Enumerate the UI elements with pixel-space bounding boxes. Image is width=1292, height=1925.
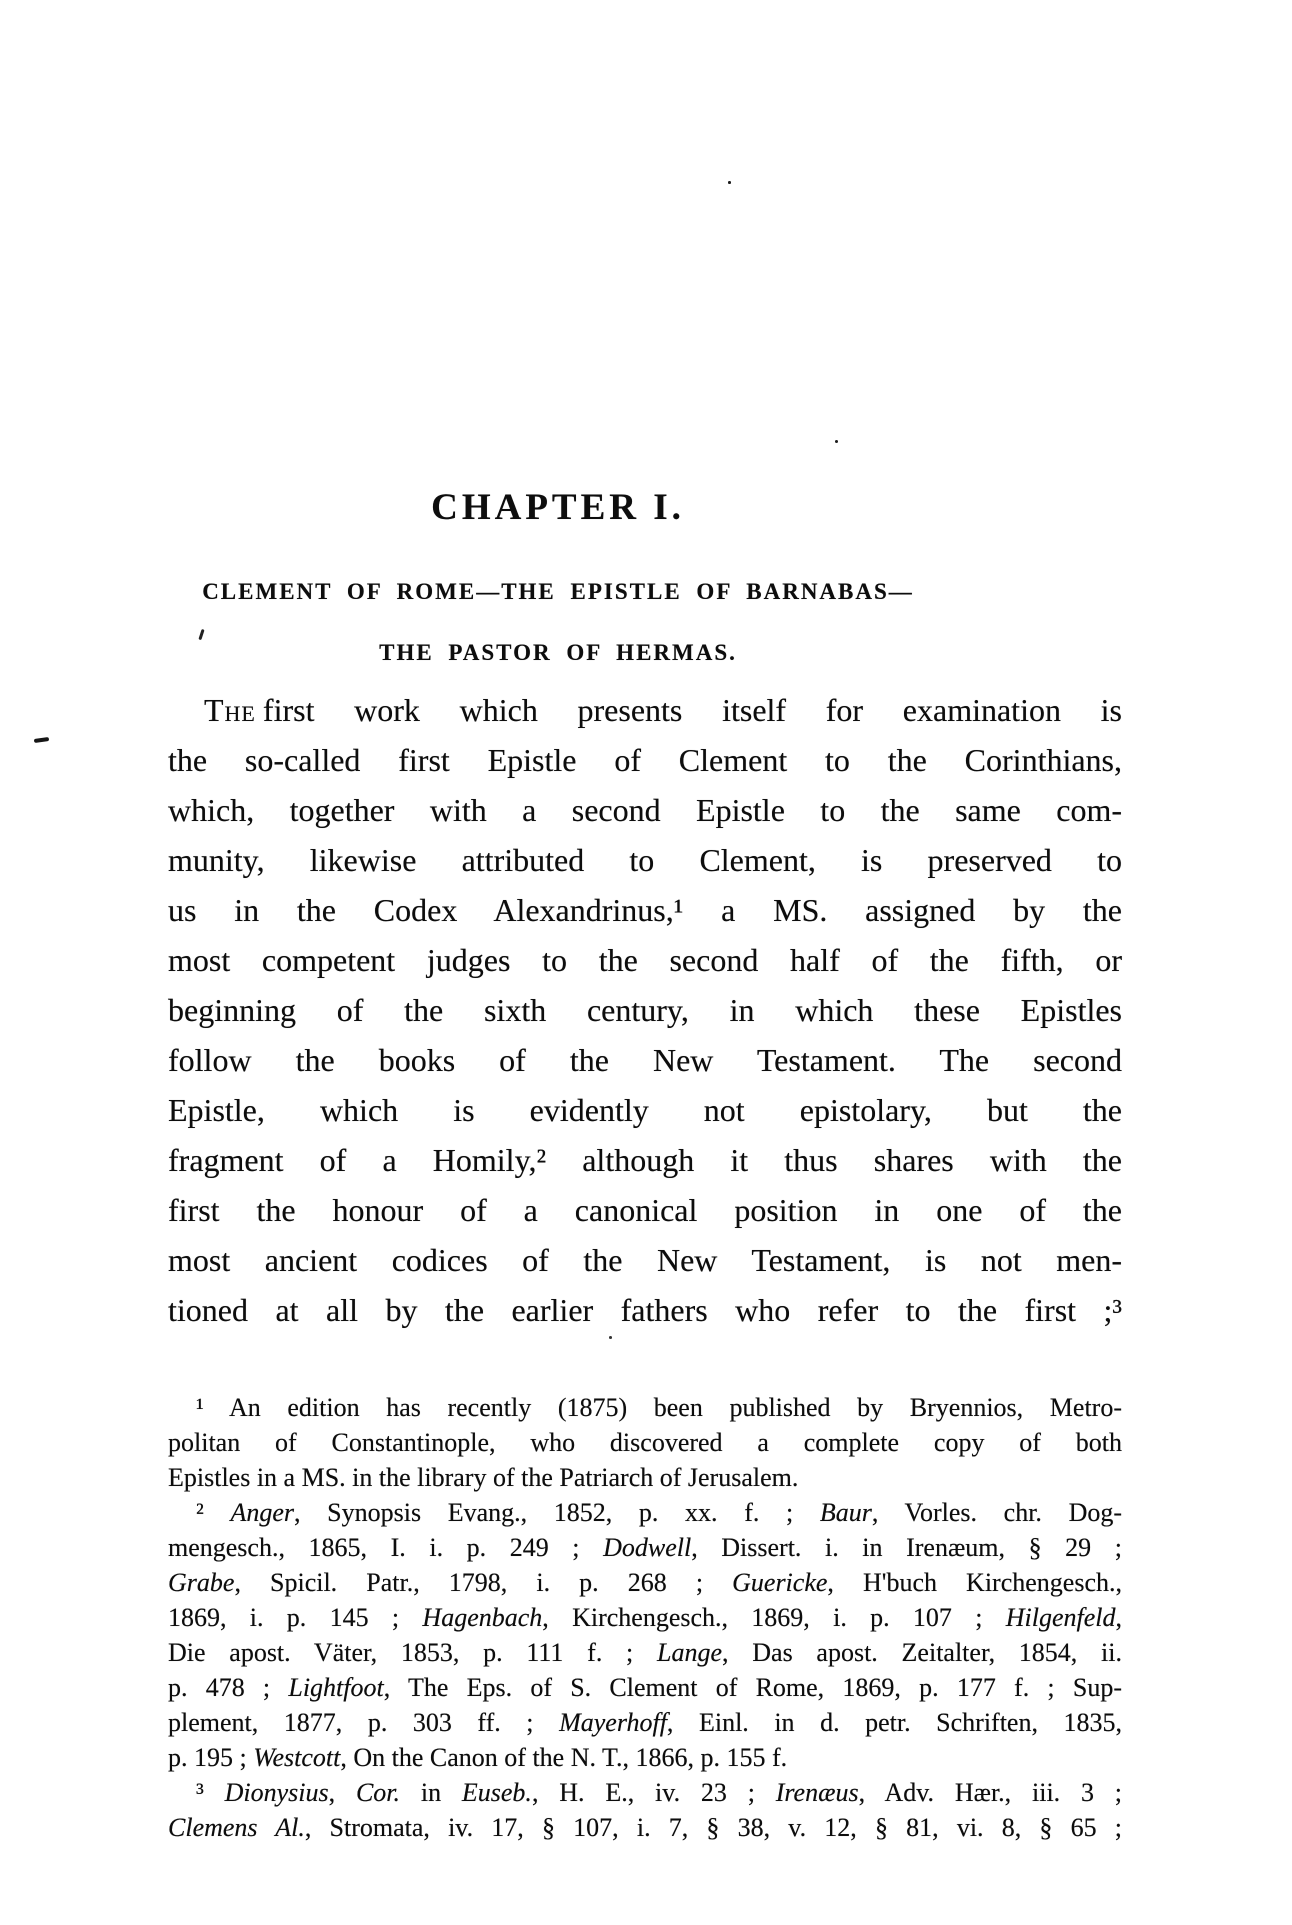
scan-artifact-dot — [609, 1336, 612, 1339]
scan-artifact-dot — [835, 440, 838, 443]
body-line: beginning of the sixth century, in which these Epistles — [168, 992, 1122, 1028]
footnote-line — [168, 1635, 1122, 1670]
footnote-line — [168, 1565, 1122, 1600]
footnote-text: , Kirchengesch., 1869, i. p. 107 ; — [542, 1603, 1006, 1632]
body-line: munity, likewise attributed to Clement, is preserved to — [168, 842, 1122, 878]
footnote-text: ¹ An edition has recently (1875) been published by Bryennios, Metro- — [196, 1393, 1122, 1422]
footnote-text: mengesch., 1865, I. i. p. 249 ; — [168, 1533, 604, 1562]
body-line-text: first work which presents itself for examination is — [262, 692, 1122, 728]
footnote-author-italic: Westcott — [253, 1743, 341, 1772]
body-line: the so-called first Epistle of Clement to the Corinthians, — [168, 742, 1122, 778]
body-line: which, together with a second Epistle to the same com- — [168, 792, 1122, 828]
footnote-text: , Das apost. Zeitalter, 1854, ii. — [722, 1638, 1122, 1667]
body-paragraph — [168, 685, 1122, 1335]
footnote-text: 1869, i. p. 145 ; — [168, 1603, 423, 1632]
footnote-author-italic: Dionysius — [224, 1778, 329, 1807]
footnote-author-italic: Hilgenfeld — [1005, 1603, 1116, 1632]
chapter-subtitle-line-1: CLEMENT OF ROME—THE EPISTLE OF BARNABAS— — [202, 579, 914, 604]
footnote-author-italic: Dodwell — [603, 1533, 692, 1562]
footnote-text: in — [400, 1778, 462, 1807]
footnote-author-italic: Euseb. — [461, 1778, 532, 1807]
body-line: follow the books of the New Testament. The second — [168, 1042, 1122, 1078]
footnote-line — [168, 1810, 1122, 1845]
footnote-line — [168, 1390, 1122, 1425]
body-line: Epistle, which is evidently not epistolary, but the — [168, 1092, 1122, 1128]
footnote-line — [168, 1775, 1122, 1810]
footnote-author-italic: Clemens Al. — [168, 1813, 305, 1842]
footnote-text: ² — [196, 1498, 231, 1527]
chapter-subtitle-line-2: THE PASTOR OF HERMAS. — [379, 640, 737, 665]
footnote-text: , The Eps. of S. Clement of Rome, 1869, p. 177 f. ; Sup- — [383, 1673, 1122, 1702]
body-line: tioned at all by the earlier fathers who refer to the first ;³ — [168, 1292, 1122, 1328]
footnote-text: , Stromata, iv. 17, § 107, i. 7, § 38, v. 12, § 81, vi. 8, § 65 ; — [304, 1813, 1122, 1842]
footnote-text: plement, 1877, p. 303 ff. ; — [168, 1708, 560, 1737]
footnote-text: politan of Constantinople, who discovered a complete copy of both — [168, 1428, 1122, 1457]
footnote-text: , H. E., iv. 23 ; — [531, 1778, 776, 1807]
footnote-text: Epistles in a MS. in the library of the Patriarch of Jerusalem. — [168, 1463, 799, 1492]
footnote-text: , Dissert. i. in Irenæum, § 29 ; — [691, 1533, 1122, 1562]
footnote-text: , On the Canon of the N. T., 1866, p. 155 f. — [340, 1743, 788, 1772]
footnote-line — [168, 1705, 1122, 1740]
footnote-text: , Adv. Hær., iii. 3 ; — [858, 1778, 1123, 1807]
chapter-heading: CHAPTER I. — [431, 487, 685, 528]
footnote-author-italic: Mayerhoff — [559, 1708, 667, 1737]
footnote-line — [168, 1425, 1122, 1460]
body-line: us in the Codex Alexandrinus,¹ a MS. assigned by the — [168, 892, 1122, 928]
footnote-author-italic: Baur — [819, 1498, 872, 1527]
footnote-text: ³ — [196, 1778, 225, 1807]
footnote-author-italic: Hagenbach — [422, 1603, 543, 1632]
footnote-text: , Spicil. Patr., 1798, i. p. 268 ; — [234, 1568, 733, 1597]
scan-artifact-smudge — [34, 737, 49, 743]
footnote-author-italic: Lightfoot — [288, 1673, 384, 1702]
footnote-text: , H'buch Kirchengesch., — [827, 1568, 1122, 1597]
footnote-text: , — [328, 1778, 356, 1807]
footnotes — [168, 1390, 1122, 1845]
footnote-author-italic: Lange — [657, 1638, 723, 1667]
footnote-text: p. 195 ; — [168, 1743, 254, 1772]
footnote-author-italic: Cor. — [355, 1778, 401, 1807]
footnote-line — [168, 1460, 1122, 1495]
body-line: fragment of a Homily,² although it thus shares with the — [168, 1142, 1122, 1178]
footnote-line — [168, 1740, 1122, 1775]
footnote-author-italic: Irenæus — [775, 1778, 859, 1807]
body-line: first the honour of a canonical position in one of the — [168, 1192, 1122, 1228]
scan-artifact-dot — [728, 181, 731, 184]
lead-word-small-caps: The — [204, 692, 256, 728]
footnote-text: Die apost. Väter, 1853, p. 111 f. ; — [168, 1638, 658, 1667]
body-line — [168, 685, 1122, 735]
footnote-text: , Vorles. chr. Dog- — [871, 1498, 1122, 1527]
footnote-text: , Synopsis Evang., 1852, p. xx. f. ; — [294, 1498, 820, 1527]
footnote-text: , Einl. in d. petr. Schriften, 1835, — [666, 1708, 1123, 1737]
footnote-author-italic: Guericke — [732, 1568, 828, 1597]
body-line: most competent judges to the second half of the fifth, or — [168, 942, 1122, 978]
footnote-line — [168, 1495, 1122, 1530]
footnote-text: p. 478 ; — [168, 1673, 289, 1702]
footnote-author-italic: Grabe — [168, 1568, 235, 1597]
body-line: most ancient codices of the New Testament, is not men- — [168, 1242, 1122, 1278]
footnote-text: , — [1115, 1603, 1122, 1632]
footnote-line — [168, 1530, 1122, 1565]
footnote-line — [168, 1670, 1122, 1705]
footnote-author-italic: Anger — [230, 1498, 294, 1527]
footnote-line — [168, 1600, 1122, 1635]
